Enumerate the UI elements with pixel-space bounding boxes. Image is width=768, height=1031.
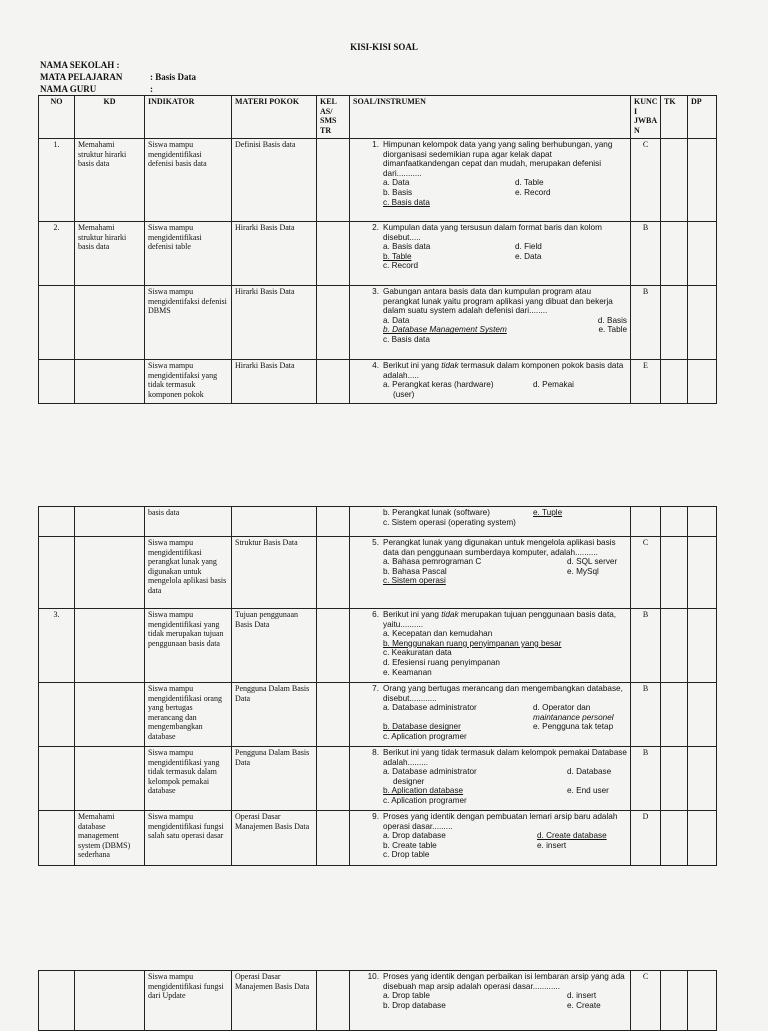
school-name-line: NAMA SEKOLAH : [40, 60, 120, 70]
question-1: 1. Himpunan kelompok data yang yang saling berhubungan, yang diorganisasi sedemikian rupa agar kelak dapat dimanfaatkandengan cepat dan mudah, merupakan defenisi dari........... a. Data d. Table b. Basis e. Record c. Basis data [350, 139, 631, 222]
question-4-continued: b. Perangkat lunak (software) e. Tuple c. Sistem operasi (operating system) [350, 507, 631, 537]
table-row: Siswa mampu mengidentifikasi perangkat lunak yang digunakan untuk mengelola aplikasi basis data Struktur Basis Data 5. Perangkat lunak yang digunakan untuk mengelola aplikasi basis data dan penggunaan sumberdaya komputer, adalah.......... a. Bahasa pemrograman C d. SQL server b. Bahasa Pascal e. MySql c. Sistem operasi C [39, 537, 717, 609]
question-9: 9. Proses yang identik dengan pembuatan lemari arsip baru adalah operasi dasar......... a. Drop database d. Create database b. Create table e. insert c. Drop table [350, 811, 631, 866]
answer-key: C [631, 139, 661, 222]
header-kunci: KUNC I JWBA N [631, 96, 661, 139]
header-tk: TK [661, 96, 688, 139]
question-3: 3. Gabungan antara basis data dan kumpulan program atau perangkat lunak yaitu program aplikasi yang dibuat dan bekerja dalam suatu system adalah defenisi dari........ a. Data d. Basis b. Database Management System e. Table c. Basis data [350, 286, 631, 360]
grid-table-2 [38, 506, 717, 866]
question-10: 10. Proses yang identik dengan perbaikan isi lembaran arsip yang ada disebuah map arsip adalah operasi dasar............ a. Drop table d. insert b. Drop database e. Create [350, 971, 631, 1031]
question-2: 2. Kumpulan data yang tersusun dalam format baris dan kolom disebut..... a. Basis data d. Field b. Table e. Data c. Record [350, 222, 631, 286]
answer-key: D [631, 811, 661, 866]
header-row [39, 96, 717, 139]
table-row: Siswa mampu mengidentifaksi yang tidak termasuk komponen pokok Hirarki Basis Data 4. Berikut ini yang tidak termasuk dalam komponen pokok basis data adalah..... a. Perangkat keras (hardware) d. Pemakai (user) E [39, 360, 717, 404]
question-6: 6. Berikut ini yang tidak merupakan tujuan penggunaan basis data, yaitu.......... a. Kecepatan dan kemudahan b. Menggunakan ruang penyimpanan yang besar c. Keakuratan data d. Efesiensi ruang penyimpanan e. Keamanan [350, 609, 631, 683]
answer-key: B [631, 286, 661, 360]
answer-key: C [631, 971, 661, 1031]
header-no: NO [39, 96, 75, 139]
table-row: 3. Siswa mampu mengidentifikasi yang tidak merupakan tujuan penggunaan basis data Tujuan penggunaan Basis Data 6. Berikut ini yang tidak merupakan tujuan penggunaan basis data, yaitu.......... a. Kecepatan dan kemudahan b. Menggunakan ruang penyimpanan yang besar c. Keakuratan data d. Efesiensi ruang penyimpanan e. Keamanan B [39, 609, 717, 683]
question-4: 4. Berikut ini yang tidak termasuk dalam komponen pokok basis data adalah..... a. Perangkat keras (hardware) d. Pemakai (user) [350, 360, 631, 404]
header-materi: MATERI POKOK [232, 96, 317, 139]
answer-key: B [631, 609, 661, 683]
question-5: 5. Perangkat lunak yang digunakan untuk mengelola aplikasi basis data dan penggunaan sumberdaya komputer, adalah.......... a. Bahasa pemrograman C d. SQL server b. Bahasa Pascal e. MySql c. Sistem operasi [350, 537, 631, 609]
answer-key: C [631, 537, 661, 609]
header-dp: DP [688, 96, 717, 139]
answer-key: B [631, 683, 661, 747]
header-indikator: INDIKATOR [145, 96, 232, 139]
table-row: Siswa mampu mengidentifikasi orang yang bertugas merancang dan mengembangkan database Pengguna Dalam Basis Data 7. Orang yang bertugas merancang dan mengembangkan database, disebut............ a. Database administrator d. Operator dan maintanance personel b. Database designer e. Pengguna tak tetap c. Aplication programer B [39, 683, 717, 747]
table-row: basis data b. Perangkat lunak (software) e. Tuple c. Sistem operasi (operating system) [39, 507, 717, 537]
subject-line: MATA PELAJARAN : Basis Data [40, 72, 197, 82]
answer-key: B [631, 747, 661, 811]
answer-key: E [631, 360, 661, 404]
table-row: 1. Memahami struktur hirarki basis data Siswa mampu mengidentifikasi defenisi basis data Definisi Basis data 1. Himpunan kelompok data yang yang saling berhubungan, yang diorganisasi sedemikian rupa agar kelak dapat dimanfaatkandengan cepat dan mudah, merupakan defenisi dari........... a. Data d. Table b. Basis e. Record c. Basis data C [39, 139, 717, 222]
table-row: Siswa mampu mengidentifikasi fungsi dari Update Operasi Dasar Manajemen Basis Data 10. Proses yang identik dengan perbaikan isi lembaran arsip yang ada disebuah map arsip adalah operasi dasar............ a. Drop table d. insert b. Drop database e. Create C [39, 971, 717, 1031]
document-title: KISI-KISI SOAL [350, 42, 418, 52]
teacher-line: NAMA GURU : [40, 84, 153, 94]
question-7: 7. Orang yang bertugas merancang dan mengembangkan database, disebut............ a. Database administrator d. Operator dan maintanance personel b. Database designer e. Pengguna tak tetap c. Aplication programer [350, 683, 631, 747]
table-row: Siswa mampu mengidentifaksi defenisi DBMS Hirarki Basis Data 3. Gabungan antara basis data dan kumpulan program atau perangkat lunak yaitu program aplikasi yang dibuat dan bekerja dalam suatu system adalah defenisi dari........ a. Data d. Basis b. Database Management System e. Table c. Basis data B [39, 286, 717, 360]
table-row: Siswa mampu mengidentifikasi yang tidak termasuk dalam kelompok pemakai database Pengguna Dalam Basis Data 8. Berikut ini yang tidak termasuk dalam kelompok pemakai Database adalah......... a. Database administrator d. Database designer b. Aplication database e. End user c. Aplication programer B [39, 747, 717, 811]
table-row: 2. Memahami struktur hirarki basis data Siswa mampu mengidentifikasi defenisi table Hirarki Basis Data 2. Kumpulan data yang tersusun dalam format baris dan kolom disebut..... a. Basis data d. Field b. Table e. Data c. Record B [39, 222, 717, 286]
header-kelas: KEL AS/ SMS TR [317, 96, 350, 139]
header-kd: KD [75, 96, 145, 139]
table-row: Memahami database management system (DBMS) sederhana Siswa mampu mengidentifikasi fungsi salah satu operasi dasar Operasi Dasar Manajemen Basis Data 9. Proses yang identik dengan pembuatan lemari arsip baru adalah operasi dasar......... a. Drop database d. Create database b. Create table e. insert c. Drop table D [39, 811, 717, 866]
header-soal: SOAL/INSTRUMEN [350, 96, 631, 139]
question-8: 8. Berikut ini yang tidak termasuk dalam kelompok pemakai Database adalah......... a. Database administrator d. Database designer b. Aplication database e. End user c. Aplication programer [350, 747, 631, 811]
answer-key: B [631, 222, 661, 286]
grid-table-3 [38, 970, 717, 1031]
grid-table-1 [38, 95, 717, 404]
